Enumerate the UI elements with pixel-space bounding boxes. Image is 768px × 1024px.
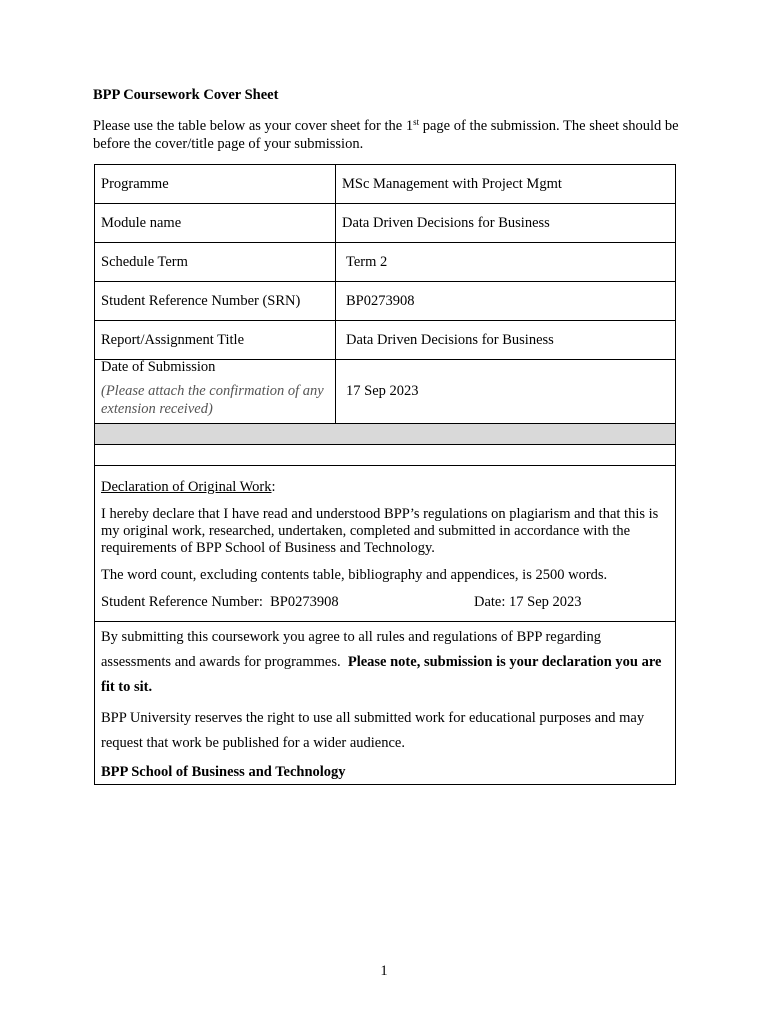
table-row-declaration: [95, 466, 676, 622]
srn-label: Student Reference Number (SRN): [95, 282, 336, 321]
table-row-srn: [95, 282, 676, 321]
declaration-body: I hereby declare that I have read and understood BPP’s regulations on plagiarism and that this is my original work, researched, undertaken, completed and submitted in accordance with the requirements of BPP School of Business and Technology.: [101, 506, 659, 556]
page-title: BPP Coursework Cover Sheet: [93, 87, 279, 103]
srn-value: BP0273908: [336, 282, 676, 321]
declaration-date-value: 17 Sep 2023: [509, 594, 582, 610]
assignment-title-label: Report/Assignment Title: [95, 321, 336, 360]
agreement-text: By submitting this coursework you agree to all rules and regulations of BPP regarding assessments and awards for programmes.: [101, 629, 602, 670]
table-row-term: [95, 243, 676, 282]
declaration-heading-colon: :: [271, 479, 276, 495]
declaration-cell: [95, 466, 676, 622]
declaration-date: [474, 594, 582, 611]
date-of-submission-label: Date of Submission: [101, 359, 216, 375]
schedule-term-value: Term 2: [336, 243, 676, 282]
grey-separator-cell: [95, 424, 676, 445]
grey-separator-row: [95, 424, 676, 445]
agreement-paragraph: [101, 625, 669, 700]
extension-note: (Please attach the confirmation of any extension received): [101, 383, 324, 417]
table-row-date: [95, 360, 676, 424]
programme-value: MSc Management with Project Mgmt: [336, 165, 676, 204]
date-of-submission-value: 17 Sep 2023: [336, 360, 676, 424]
table-row-module: [95, 204, 676, 243]
schedule-term-label: Schedule Term: [95, 243, 336, 282]
page-number: 1: [380, 963, 388, 979]
agreement-cell: [95, 622, 676, 785]
declaration-signoff: [101, 594, 669, 611]
assignment-title-value: Data Driven Decisions for Business: [336, 321, 676, 360]
declaration-date-label: Date:: [474, 594, 506, 610]
table-row-programme: [95, 165, 676, 204]
fit-to-sit-notice: Please note, submission is your declaration you are fit to sit.: [101, 654, 662, 695]
declaration-srn-value: BP0273908: [270, 594, 339, 610]
module-name-label: Module name: [95, 204, 336, 243]
intro-paragraph: [93, 117, 683, 153]
blank-cell: [95, 445, 676, 466]
intro-superscript: st: [413, 117, 420, 127]
table-row-title: [95, 321, 676, 360]
intro-text-end: page of the submission. The sheet should be before the cover/title page of your submission.: [93, 118, 679, 152]
rights-paragraph: BPP University reserves the right to use all submitted work for educational purposes and may request that work be published for a wider audience.: [101, 710, 645, 751]
blank-row: [95, 445, 676, 466]
declaration-srn: [101, 594, 474, 611]
cover-sheet-table: [94, 164, 676, 785]
word-count-statement: The word count, excluding contents table, bibliography and appendices, is 2500 words.: [101, 567, 608, 583]
module-name-value: Data Driven Decisions for Business: [336, 204, 676, 243]
declaration-srn-label: Student Reference Number:: [101, 594, 263, 610]
intro-text-start: Please use the table below as your cover sheet for the 1: [93, 118, 414, 134]
table-row-agreement: [95, 622, 676, 785]
declaration-heading: Declaration of Original Work: [101, 479, 272, 495]
declaration-heading-line: [101, 479, 669, 496]
date-of-submission-cell: [95, 360, 336, 424]
school-name: BPP School of Business and Technology: [101, 764, 346, 780]
programme-label: Programme: [95, 165, 336, 204]
